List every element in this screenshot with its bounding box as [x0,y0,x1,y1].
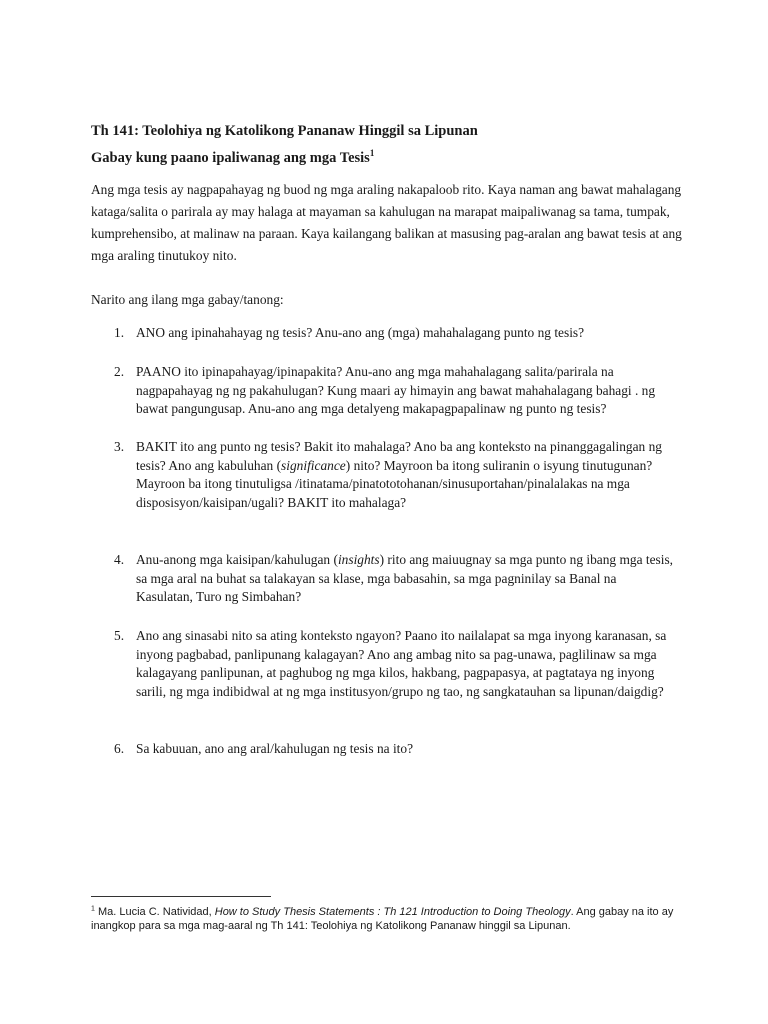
list-item-text: ANO ang ipinahahayag ng tesis? Anu-ano ang (mga) mahahalagang punto ng tesis? [136,325,585,340]
document-title: Th 141: Teolohiya ng Katolikong Pananaw Hinggil sa Lipunan [91,123,478,139]
list-item-number: 3. [114,439,125,454]
list-item-number: 1. [114,325,125,340]
footnote-divider [91,896,271,897]
subtitle-text: Gabay kung paano ipaliwanag ang mga Tesis [91,150,370,166]
list-item-text: PAANO ito ipinapahayag/ipinapakita? Anu-ano ang mga mahahalagang salita/parirala na nagpapahayag ng ng pakahulugan? Kung maari ay himayin ang bawat mahahalagang bahagi . ng bawat pangungusap. Anu-ano ang mga detalyeng makapagpapalinaw ng punto ng tesis? [136,364,656,416]
intro-paragraph: Ang mga tesis ay nagpapahayag ng buod ng mga araling nakapaloob rito. Kaya naman ang bawat mahalagang kataga/salita o parirala ay may halaga at mayaman sa kahulugan na marapat maipaliwanag sa tama, tumpak, kumprehensibo, at malinaw na paraan. Kaya kailangang balikan at masusing pag-aralan ang bawat tesis at ang mga araling tinutukoy nito. [91,182,682,263]
list-item-text: Anu-anong mga kaisipan/kahulugan (insights) rito ang maiuugnay sa mga punto ng ibang mga tesis, sa mga aral na buhat sa talakayan sa klase, mga babasahin, sa mga pagninilay sa Banal na Kasulatan, Turo ng Simbahan? [136,552,674,604]
list-item-number: 5. [114,628,125,643]
list-item-number: 4. [114,552,125,567]
list-item-text: Sa kabuuan, ano ang aral/kahulugan ng tesis na ito? [136,741,414,756]
footnote-reference: 1 [369,148,375,159]
footnote-work-title: How to Study Thesis Statements : Th 121 Introduction to Doing Theology [214,906,571,918]
list-item-number: 2. [114,364,125,379]
guide-lead-text: Narito ang ilang mga gabay/tanong: [91,292,284,307]
list-item-text: Ano ang sinasabi nito sa ating konteksto ngayon? Paano ito nailalapat sa mga inyong karanasan, sa inyong pagbabad, panlipunang kalagayan? Ano ang ambag nito sa pag-unawa, paglilinaw sa mga kalagayang panlipunan, at paghubog ng mga kilos, hakbang, pagpapasya, at pagtataya ng inyong sarili, ng mga indibidwal at ng mga institusyon/grupo ng tao, ng sangkatauhan sa lipunan/daigdig? [136,628,667,699]
emphasis-term: insights [337,552,380,567]
list-item-text: BAKIT ito ang punto ng tesis? Bakit ito mahalaga? Ano ba ang konteksto na pinanggagalingan ng tesis? Ano ang kabuluhan (significance) nito? Mayroon ba itong suliranin o isyung tinutugunan? Mayroon ba itong tinutuligsa /itinatama/pinatototohanan/sinusuportahan/pinalalakas na mga disposisyon/kaisipan/ugali? BAKIT ito mahalaga? [136,439,662,510]
emphasis-term: significance [281,457,346,473]
footnote-text: . Ang gabay na ito ay inangkop para sa mga mag-aaral ng Th 141: Teolohiya ng Katolikong Pananaw hinggil sa Lipunan. [91,906,674,932]
document-subtitle [91,150,374,167]
list-item-number: 6. [114,741,125,756]
footnote-mark: 1 [91,905,95,913]
footnote-author: Ma. Lucia C. Natividad, [94,906,215,918]
footnote [91,905,691,933]
